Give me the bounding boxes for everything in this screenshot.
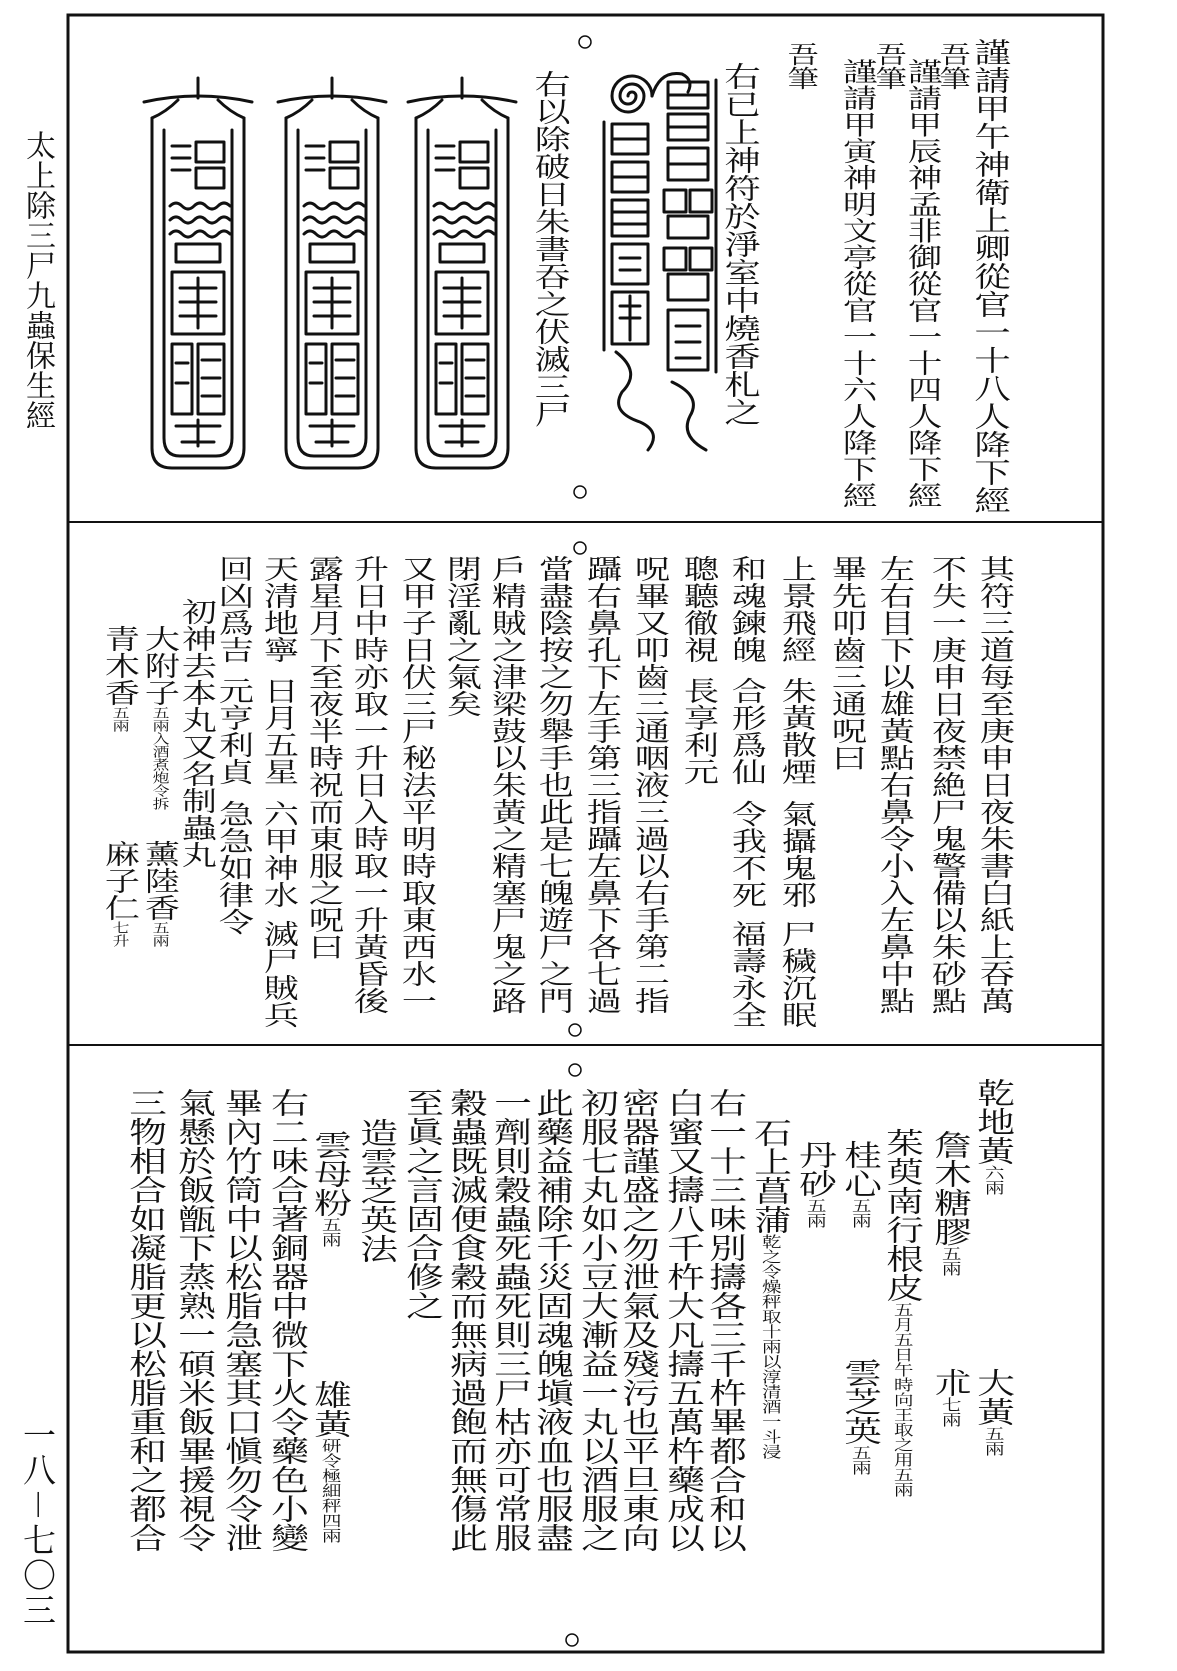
text-column [928,1368,973,1427]
text-column [824,555,866,771]
column-text: 謹請甲寅神明文亭從官一十六人降下經 [835,58,877,509]
column-text: 回凶爲吉 [211,555,253,663]
text-column [97,625,139,732]
column-text: 雲芝英 [838,1358,883,1445]
text-column [869,42,907,90]
column-text: 戶精賊之津梁鼓以朱黃之精塞尸鬼之路 [484,555,526,1014]
text-column [616,1088,661,1552]
page-number: 一八－七〇三 [18,1418,57,1628]
column-text: 躡右鼻孔下左手第三指躡左鼻下各七過 [579,555,621,1014]
column-text: 福壽永全 [724,920,766,1028]
text-column [748,1118,793,1459]
text-column [928,1130,973,1276]
column-text: 謹請甲午神衛上卿從官一十八人降下經 [969,38,1013,514]
text-column [488,1088,533,1552]
column-annotation: 五兩 [848,1198,873,1228]
column-text: 六甲神水 [256,800,298,908]
text-column [308,1130,353,1247]
text-column [256,555,298,663]
text-column [774,555,816,663]
text-column [484,555,526,1014]
text-column [838,1140,883,1228]
text-column [346,555,388,1014]
column-annotation: 五兩 [148,921,168,947]
column-annotation: 七兩 [938,1397,963,1427]
text-column [971,1078,1016,1195]
column-text: 桂心 [838,1140,883,1198]
column-text: 青木香 [97,625,139,706]
text-column [439,555,481,717]
column-annotation: 五兩 [318,1217,343,1247]
column-annotation: 乾之令燥秤取十兩以淳清酒一斗浸 [758,1234,783,1459]
column-text: 穀蟲既滅便食穀而無病過飽而無傷此 [444,1088,489,1552]
column-text: 日月五星 [256,677,298,785]
text-column [724,920,766,1028]
text-column [137,625,179,810]
column-text: 此藥益補除千災固魂魄塡液血也服盡 [530,1088,575,1552]
text-column [969,38,1013,514]
column-text: 三物相合如凝脂更以松脂重和之都合 [123,1088,168,1552]
text-column [256,800,298,908]
text-column [972,555,1014,1014]
column-annotation: 五月五日午時向王取之用五兩 [890,1302,915,1497]
circle-mark [569,1064,581,1076]
text-column [123,1088,168,1552]
column-annotation: 五兩 [848,1445,873,1475]
text-column [781,42,819,90]
text-column [719,62,763,426]
circle-mark [569,1024,581,1036]
text-column [265,1088,310,1552]
column-text: 謹請甲辰神孟非御從官一十四人降下經 [900,58,942,509]
text-column [219,1088,264,1552]
column-text: 急急如律令 [211,800,253,935]
text-column [400,1088,445,1320]
column-text: 氣懸於飯甑下蒸熟一碩米飯畢援視令 [172,1088,217,1552]
text-column [703,1088,748,1552]
column-text: 茱萸南行根皮 [880,1128,925,1302]
column-text: 吾筆 [933,42,971,90]
text-column [256,920,298,1028]
column-text: 大黃 [971,1368,1016,1426]
column-text: 合形爲仙 [724,677,766,785]
text-column [579,555,621,1014]
column-text: 吾筆 [781,42,819,90]
text-column [211,677,253,785]
column-text: 右以除破日朱書吞之伏滅三尸 [528,70,570,428]
column-text: 氣攝鬼邪 [774,800,816,908]
column-text: 朱黃散煙 [774,677,816,785]
column-text: 尸穢沉眠 [774,920,816,1028]
column-text: 白蜜又擣八千杵大凡擣五萬杵藥成以 [661,1088,706,1552]
text-column [308,1380,353,1543]
text-column [774,800,816,908]
text-column [172,1088,217,1552]
text-column [724,555,766,663]
column-text: 吾筆 [869,42,907,90]
text-column [530,1088,575,1552]
text-column [676,555,718,663]
talisman-figure [278,78,386,468]
text-column [661,1088,706,1552]
column-text: 丹砂 [793,1140,838,1198]
column-text: 右二味合著銅器中微下火令藥色小變 [265,1088,310,1552]
text-column [838,1358,883,1475]
text-column [444,1088,489,1552]
text-column [531,555,573,1014]
column-annotation: 五兩 [803,1198,828,1228]
column-text: 乾地黃 [971,1078,1016,1165]
text-column [774,677,816,785]
column-text: 升日中時亦取一升日入時取一升黃昏後 [346,555,388,1014]
margin-book-title: 太上除三尸九蟲保生經 [20,130,55,430]
text-column [724,800,766,908]
text-column [900,58,942,509]
column-text: 不失一庚申日夜禁絶尸鬼警備以朱砂點 [924,555,966,1014]
column-annotation: 研令極細秤四兩 [318,1438,343,1543]
column-text: 露星月下至夜半時祝而東服之呪曰 [301,555,343,960]
column-text: 初服七丸如小豆大漸益一丸以酒服之 [575,1088,620,1552]
text-column [627,555,669,1014]
column-text: 左右目下以雄黃點右鼻令小入左鼻中點 [872,555,914,1014]
text-column [872,555,914,1014]
text-column [137,840,179,947]
circle-mark [574,542,586,554]
column-text: 和魂鍊魄 [724,555,766,663]
text-column [211,555,253,663]
column-text: 令我不死 [724,800,766,908]
column-annotation: 五兩 [938,1246,963,1276]
column-text: 麻子仁 [97,840,139,921]
text-column [880,1128,925,1497]
column-text: 天清地寧 [256,555,298,663]
text-column [793,1140,838,1228]
text-column [301,555,343,960]
column-annotation: 五兩 [108,706,128,732]
talisman-pair [604,73,716,450]
text-column [394,555,436,1014]
column-text: 當盡陰按之勿舉手也此是七魄遊尸之門 [531,555,573,1014]
circle-mark [566,1634,578,1646]
column-text: 元亨利貞 [211,677,253,785]
column-text: 畢內竹筒中以松脂急塞其口愼勿令泄 [219,1088,264,1552]
column-text: 右已上神符於淨室中燒香札之 [719,62,763,426]
text-column [211,800,253,935]
column-text: 聰聽徹視 [676,555,718,663]
column-annotation: 七升 [108,921,128,947]
text-column [971,1368,1016,1456]
text-column [97,840,139,947]
column-text: 右一十三味別擣各三千杵畢都合和以 [703,1088,748,1552]
column-text: 至眞之言固合修之 [400,1088,445,1320]
text-column [774,920,816,1028]
column-text: 閉淫亂之氣矣 [439,555,481,717]
column-text: 其符三道每至庚申日夜朱書白紙上吞萬 [972,555,1014,1014]
column-text: 密器謹盛之勿泄氣及殘污也平旦東向 [616,1088,661,1552]
text-column [256,677,298,785]
column-annotation: 六兩 [981,1165,1006,1195]
column-text: 畢先叩齒三通呪曰 [824,555,866,771]
circle-mark [579,36,591,48]
text-column [528,70,570,428]
column-text: 石上菖蒲 [748,1118,793,1234]
talisman-figure [144,78,252,468]
text-column [575,1088,620,1552]
column-text: 雄黃 [308,1380,353,1438]
column-text: 詹木糖膠 [928,1130,973,1246]
text-column [924,555,966,1014]
text-column [354,1118,399,1263]
column-text: 滅尸賊兵 [256,920,298,1028]
text-column [724,677,766,785]
column-text: 一劑則穀蟲死蟲死則三尸枯亦可常服 [488,1088,533,1552]
text-column [676,677,718,785]
column-text: 長享利元 [676,677,718,785]
text-column [174,598,216,868]
column-text: 造雲芝英法 [354,1118,399,1263]
column-annotation: 五兩入酒煮炮令拆 [148,706,168,810]
spiral-mark [612,76,652,112]
column-text: 薰陸香 [137,840,179,921]
column-text: 上景飛經 [774,555,816,663]
column-text: 朮 [928,1368,973,1397]
column-annotation: 五兩 [981,1426,1006,1456]
column-text: 呪畢又叩齒三通咽液三過以右手第二指 [627,555,669,1014]
column-text: 雲母粉 [308,1130,353,1217]
talisman-figure [408,78,516,468]
column-text: 初神去本丸又名制蟲丸 [174,598,216,868]
column-text: 大附子 [137,625,179,706]
circle-mark [574,486,586,498]
text-column [835,58,877,509]
column-text: 又甲子日伏三尸秘法平明時取東西水一 [394,555,436,1014]
